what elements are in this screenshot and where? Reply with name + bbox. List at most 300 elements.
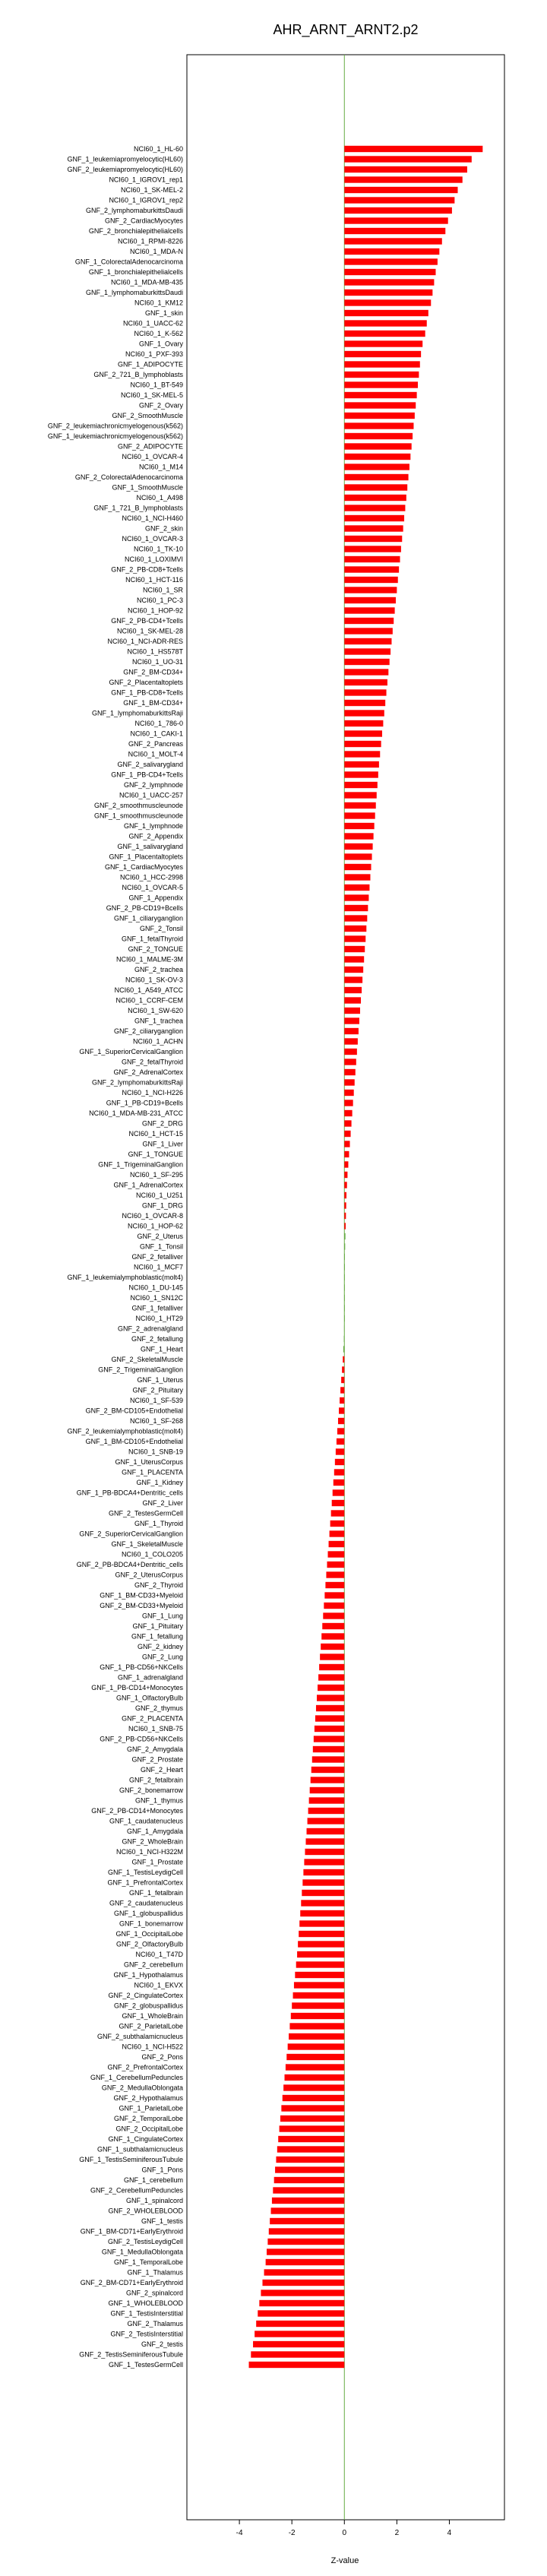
bar xyxy=(251,2351,344,2357)
category-label: GNF_2_DRG xyxy=(141,1119,183,1128)
category-label: GNF_1_Thalamus xyxy=(127,2268,183,2277)
category-label: GNF_1_OccipitalLobe xyxy=(115,1930,183,1938)
category-label: GNF_2_salivarygland xyxy=(117,761,183,768)
category-label: NCI60_1_M14 xyxy=(138,463,183,471)
category-label: GNF_2_skin xyxy=(144,524,183,533)
bar xyxy=(344,1182,346,1188)
bar xyxy=(334,1479,345,1486)
category-label: GNF_2_lymphomaburkittsDaudi xyxy=(85,207,183,214)
bar xyxy=(344,823,374,829)
bar xyxy=(344,1069,356,1075)
bar xyxy=(344,1110,352,1116)
category-label: GNF_2_CardiacMyocytes xyxy=(104,217,183,225)
category-label: GNF_2_ColorectalAdenocarcinoma xyxy=(74,473,183,481)
category-label: GNF_2_thymus xyxy=(134,1704,183,1712)
category-label: NCI60_1_SNB-75 xyxy=(128,1725,183,1733)
category-label: GNF_1_PrefrontalCortex xyxy=(107,1878,183,1887)
bar xyxy=(280,2125,345,2131)
bar xyxy=(278,2136,344,2142)
category-label: GNF_1_PLACENTA xyxy=(122,1468,183,1476)
bar xyxy=(344,843,372,850)
bar xyxy=(303,1869,344,1875)
x-axis xyxy=(236,2520,452,2537)
category-label: NCI60_1_SR xyxy=(142,586,183,594)
category-label: GNF_2_Hypothalamus xyxy=(113,2094,183,2102)
bar xyxy=(298,1941,344,1947)
bar xyxy=(344,413,415,419)
category-label: GNF_2_Uterus xyxy=(137,1233,183,1240)
category-label: GNF_2_smoothmuscleunode xyxy=(93,802,183,809)
bar xyxy=(344,1295,345,1301)
bar xyxy=(321,1633,344,1639)
category-label: NCI60_1_TK-10 xyxy=(133,545,183,553)
category-label: GNF_1_SmoothMuscle xyxy=(112,483,183,492)
category-label: GNF_1_bonemarrow xyxy=(119,1919,183,1928)
bar xyxy=(344,1192,346,1198)
bar xyxy=(344,505,405,511)
bar xyxy=(272,2198,344,2204)
bar xyxy=(339,1407,344,1413)
category-label: NCI60_1_EKVX xyxy=(134,1981,183,1989)
category-label: GNF_2_TrigeminalGanglion xyxy=(98,1366,183,1374)
bar xyxy=(344,454,410,460)
category-label: GNF_1_SuperiorCervicalGanglion xyxy=(79,1048,183,1055)
bar xyxy=(288,2043,345,2049)
category-label: GNF_1_BM-CD33+Myeloid xyxy=(100,1591,183,1600)
bar xyxy=(344,217,447,223)
category-label: GNF_1_PB-CD19+Bcells xyxy=(106,1099,183,1107)
category-label: GNF_1_AdrenalCortex xyxy=(113,1181,183,1189)
category-label: GNF_1_Ovary xyxy=(138,340,183,348)
bar xyxy=(344,1151,349,1157)
bar xyxy=(344,987,362,993)
category-label: NCI60_1_HT29 xyxy=(135,1315,183,1322)
bar xyxy=(261,2290,344,2296)
bar xyxy=(291,2013,344,2019)
bar xyxy=(344,464,409,470)
bar xyxy=(301,1900,344,1906)
category-label: GNF_1_fetalbrain xyxy=(128,1889,183,1897)
bar xyxy=(344,1325,345,1331)
bar xyxy=(309,1797,345,1803)
bar xyxy=(344,525,403,531)
bar xyxy=(344,556,400,562)
category-label: NCI60_1_SN12C xyxy=(130,1294,183,1302)
bar xyxy=(333,1489,345,1495)
bar xyxy=(344,577,397,583)
bar xyxy=(344,1141,349,1147)
bar xyxy=(344,976,362,983)
category-label: NCI60_1_SK-MEL-5 xyxy=(120,391,183,399)
category-label: GNF_1_lymphomaburkittsDaudi xyxy=(85,289,183,296)
category-label: GNF_2_PB-BDCA4+Dentritic_cells xyxy=(76,1561,183,1568)
bar xyxy=(344,422,413,429)
category-label: GNF_2_MedullaOblongata xyxy=(101,2084,183,2092)
category-label: GNF_1_testis xyxy=(141,2217,183,2225)
category-label: GNF_2_lymphomaburkittsRaji xyxy=(91,1078,183,1087)
category-label: GNF_1_Amygdala xyxy=(126,1828,183,1835)
category-label: GNF_2_CingulateCortex xyxy=(108,1992,183,1999)
bar xyxy=(267,2248,344,2255)
bar xyxy=(319,1664,344,1670)
category-label: GNF_1_CardiacMyocytes xyxy=(104,863,183,871)
category-label: GNF_1_lymphomaburkittsRaji xyxy=(91,709,183,717)
category-label: GNF_2_BM-CD34+ xyxy=(123,668,183,676)
category-label: NCI60_1_SW-620 xyxy=(128,1007,183,1014)
bar xyxy=(249,2362,345,2368)
category-label: GNF_2_BM-CD105+Endothelial xyxy=(85,1407,183,1415)
category-label: NCI60_1_COLO205 xyxy=(121,1550,183,1559)
bar xyxy=(344,176,462,182)
category-label: GNF_2_caudatenucleus xyxy=(109,1899,183,1907)
category-label: GNF_1_BM-CD34+ xyxy=(123,699,183,707)
bar xyxy=(344,279,434,285)
category-label: NCI60_1_NCI-H460 xyxy=(122,514,183,522)
category-label: GNF_1_721_B_lymphoblasts xyxy=(93,504,183,512)
category-label: GNF_1_SkeletalMuscle xyxy=(111,1540,183,1548)
bar xyxy=(318,1674,344,1680)
bar xyxy=(340,1397,344,1404)
category-label: NCI60_1_SF-295 xyxy=(129,1171,183,1179)
category-label: GNF_2_PB-CD8+Tcells xyxy=(111,565,183,574)
category-label: NCI60_1_ACHN xyxy=(132,1037,183,1046)
category-label: NCI60_1_HOP-92 xyxy=(127,606,183,615)
bar xyxy=(324,1603,344,1609)
category-label: GNF_1_DRG xyxy=(141,1201,183,1210)
category-label: GNF_1_fetalThyroid xyxy=(121,935,183,943)
category-label: GNF_2_TemporalLobe xyxy=(113,2115,183,2122)
bar xyxy=(344,484,407,490)
category-label: GNF_1_Thyroid xyxy=(134,1520,183,1527)
bar xyxy=(331,1510,345,1516)
bar xyxy=(283,2095,345,2101)
bar xyxy=(344,1233,345,1239)
category-label: NCI60_1_SF-539 xyxy=(129,1397,183,1404)
bar xyxy=(320,1654,344,1660)
category-label: GNF_2_UterusCorpus xyxy=(115,1571,183,1579)
category-label: NCI60_1_DU-145 xyxy=(128,1283,183,1292)
category-label: GNF_2_Ovary xyxy=(138,401,183,410)
category-label: NCI60_1_T47D xyxy=(135,1951,183,1958)
bar xyxy=(289,2033,344,2040)
category-label: NCI60_1_NCI-H226 xyxy=(122,1089,183,1097)
bar xyxy=(344,238,442,244)
x-tick-label: 0 xyxy=(342,2529,347,2537)
bar xyxy=(324,1592,344,1598)
category-label: GNF_2_fetalliver xyxy=(131,1253,183,1261)
bar xyxy=(344,1264,345,1270)
bar xyxy=(344,669,388,675)
category-label: GNF_2_PLACENTA xyxy=(122,1714,183,1723)
bar xyxy=(344,1049,357,1055)
category-label: GNF_1_ColorectalAdenocarcinoma xyxy=(74,258,183,266)
category-label: GNF_1_Prostate xyxy=(131,1858,183,1866)
category-label: NCI60_1_HCC-2998 xyxy=(119,873,183,881)
category-label: GNF_2_Thalamus xyxy=(127,2320,183,2328)
bar xyxy=(344,248,439,255)
bar xyxy=(344,761,379,767)
category-label: GNF_1_TemporalLobe xyxy=(113,2258,183,2266)
bar xyxy=(297,1951,344,1957)
bar xyxy=(299,1931,344,1937)
category-label: GNF_1_fetallung xyxy=(131,1632,183,1641)
bar xyxy=(344,874,370,880)
bar xyxy=(280,2116,344,2122)
category-label: NCI60_1_UACC-62 xyxy=(122,319,183,328)
category-label: GNF_2_BM-CD33+Myeloid xyxy=(100,1602,183,1609)
bar xyxy=(344,515,404,521)
bar xyxy=(343,1346,344,1352)
bar xyxy=(308,1808,345,1814)
bar xyxy=(344,1284,345,1290)
category-label: NCI60_1_U251 xyxy=(135,1191,183,1199)
bar xyxy=(344,905,368,911)
bar xyxy=(285,2074,345,2081)
category-label: NCI60_1_MDA-MB-435 xyxy=(110,278,183,286)
category-label: GNF_2_Heart xyxy=(140,1766,183,1774)
category-label: NCI60_1_786-0 xyxy=(134,720,183,727)
bar xyxy=(267,2239,344,2245)
category-label: NCI60_1_NCI-H322M xyxy=(115,1848,183,1856)
category-label: GNF_1_leukemialymphoblastic(molt4) xyxy=(67,1274,183,1281)
bar xyxy=(344,885,369,891)
bar xyxy=(344,956,364,962)
bar xyxy=(344,597,396,603)
category-label: NCI60_1_A549_ATCC xyxy=(114,986,183,994)
bar xyxy=(344,1202,346,1208)
bar xyxy=(329,1541,345,1547)
category-label: GNF_1_UterusCorpus xyxy=(115,1458,183,1466)
bar xyxy=(311,1767,345,1773)
bar xyxy=(344,628,393,634)
category-label: NCI60_1_NCI-H522 xyxy=(122,2043,183,2051)
category-label: GNF_2_PB-CD4+Tcells xyxy=(111,617,183,625)
category-label: NCI60_1_IGROV1_rep2 xyxy=(109,196,183,204)
bar xyxy=(344,361,419,367)
bar xyxy=(330,1530,345,1536)
category-label: GNF_2_PB-CD14+Monocytes xyxy=(91,1807,183,1815)
bar xyxy=(323,1612,344,1619)
bar xyxy=(344,402,416,408)
bar xyxy=(259,2300,344,2306)
category-label: GNF_1_PB-CD56+NKCells xyxy=(100,1663,183,1671)
bar xyxy=(344,566,399,572)
bar xyxy=(344,926,366,932)
category-label: GNF_1_Placentaltoplets xyxy=(109,853,183,861)
category-label: GNF_1_WHOLEBLOOD xyxy=(108,2299,183,2307)
category-label: NCI60_1_UACC-257 xyxy=(119,791,183,799)
category-label: NCI60_1_MALME-3M xyxy=(115,955,183,964)
bar xyxy=(344,392,416,398)
bar xyxy=(344,156,472,162)
bar xyxy=(344,741,381,747)
bar xyxy=(344,771,378,777)
category-label: NCI60_1_RPMI-8226 xyxy=(117,237,183,245)
category-label: GNF_2_fetalThyroid xyxy=(121,1058,183,1066)
category-label: NCI60_1_MCF7 xyxy=(133,1263,183,1271)
category-label: GNF_1_BM-CD105+Endothelial xyxy=(85,1438,183,1445)
category-label: GNF_2_ParietalLobe xyxy=(119,2022,183,2030)
category-label: NCI60_1_PXF-393 xyxy=(125,350,183,358)
category-label: GNF_1_TrigeminalGanglion xyxy=(98,1160,183,1169)
bar xyxy=(344,864,371,870)
bar xyxy=(341,1377,344,1383)
bar xyxy=(273,2187,344,2193)
category-label: GNF_1_Hypothalamus xyxy=(113,1971,183,1979)
category-label: NCI60_1_OVCAR-5 xyxy=(122,884,183,891)
category-label: GNF_2_leukemiapromyelocytic(HL60) xyxy=(67,166,183,173)
category-label: NCI60_1_NCI-ADR-RES xyxy=(107,638,183,645)
category-label: GNF_1_CerebellumPeduncles xyxy=(90,2074,183,2081)
category-label: GNF_2_PB-CD19+Bcells xyxy=(106,904,183,912)
bar xyxy=(264,2269,345,2275)
category-label: GNF_2_bonemarrow xyxy=(119,1786,183,1794)
bar xyxy=(253,2341,344,2347)
bar xyxy=(344,751,380,757)
bar xyxy=(328,1551,345,1557)
bar xyxy=(304,1859,344,1865)
bar xyxy=(342,1366,344,1372)
category-label: GNF_2_BM-CD71+EarlyErythroid xyxy=(80,2279,183,2286)
category-label: GNF_2_TONGUE xyxy=(128,945,183,953)
bar xyxy=(344,207,452,214)
bar xyxy=(302,1879,344,1885)
x-tick-label: 4 xyxy=(447,2529,452,2537)
chart-title: AHR_ARNT_ARNT2.p2 xyxy=(273,22,419,37)
bar xyxy=(340,1387,344,1393)
category-label: GNF_2_SkeletalMuscle xyxy=(111,1356,183,1363)
category-label: NCI60_1_CCRF-CEM xyxy=(115,996,183,1005)
category-label: GNF_1_spinalcord xyxy=(125,2197,183,2204)
category-label: GNF_2_Pancreas xyxy=(128,740,183,748)
bar xyxy=(344,915,367,921)
bar xyxy=(330,1521,345,1527)
bar xyxy=(344,1213,346,1219)
bar xyxy=(344,648,390,654)
bar xyxy=(286,2064,344,2070)
bar xyxy=(289,2023,344,2029)
category-label: GNF_2_SuperiorCervicalGanglion xyxy=(79,1530,183,1538)
bar xyxy=(277,2146,344,2152)
bar xyxy=(344,1254,345,1260)
category-label: GNF_2_WholeBrain xyxy=(122,1837,183,1846)
bar xyxy=(308,1818,345,1824)
category-label: GNF_2_Prostate xyxy=(131,1755,183,1764)
category-label: GNF_2_TestesGermCell xyxy=(108,1509,183,1517)
bar xyxy=(314,1736,344,1742)
bar xyxy=(344,187,457,193)
category-label: GNF_1_adrenalgland xyxy=(117,1673,183,1682)
category-label: NCI60_1_HL-60 xyxy=(133,145,183,153)
bar xyxy=(344,1100,353,1106)
bar xyxy=(344,381,418,388)
bar xyxy=(258,2310,344,2316)
bar xyxy=(322,1623,344,1629)
bar xyxy=(344,351,421,357)
category-label: NCI60_1_HOP-62 xyxy=(127,1222,183,1230)
bar xyxy=(302,1890,344,1896)
category-label: GNF_1_cerebellum xyxy=(123,2176,183,2184)
category-label: NCI60_1_SNB-19 xyxy=(128,1448,183,1456)
category-label: GNF_2_Tonsil xyxy=(139,925,183,932)
bar xyxy=(344,269,435,275)
category-label: GNF_1_PB-BDCA4+Dentritic_cells xyxy=(76,1489,183,1497)
category-label: NCI60_1_KM12 xyxy=(134,299,183,307)
bar xyxy=(316,1705,344,1711)
bar xyxy=(344,894,368,900)
bar xyxy=(275,2166,344,2173)
bar xyxy=(344,946,365,952)
bar xyxy=(344,546,401,552)
category-label: GNF_2_adrenalgland xyxy=(117,1324,183,1333)
bar xyxy=(344,1274,345,1280)
category-label: GNF_2_TestisLeydigCell xyxy=(107,2238,183,2245)
bar xyxy=(344,1131,350,1137)
bar xyxy=(327,1562,344,1568)
category-label: NCI60_1_OVCAR-3 xyxy=(122,535,183,543)
category-label: NCI60_1_HS578T xyxy=(127,647,183,656)
category-label: GNF_1_Kidney xyxy=(136,1479,183,1486)
bar xyxy=(255,2331,344,2337)
bar xyxy=(283,2084,344,2090)
category-label: NCI60_1_HCT-116 xyxy=(125,576,183,584)
bar xyxy=(344,792,376,798)
bar xyxy=(344,1336,345,1342)
bar xyxy=(344,372,419,378)
bar xyxy=(336,1448,344,1454)
category-label: NCI60_1_IGROV1_rep1 xyxy=(109,176,183,184)
category-label: GNF_2_subthalamicnucleus xyxy=(96,2033,183,2040)
category-label: GNF_1_caudatenucleus xyxy=(109,1817,183,1825)
bar xyxy=(269,2228,344,2234)
bar xyxy=(344,607,394,613)
category-label: GNF_2_bronchialepithelialcells xyxy=(88,227,183,235)
category-label: GNF_1_ADIPOCYTE xyxy=(117,360,183,369)
category-label: GNF_2_ADIPOCYTE xyxy=(117,442,183,451)
bar xyxy=(344,782,378,788)
x-tick-label: -2 xyxy=(288,2529,296,2537)
bar xyxy=(305,1849,344,1855)
bar xyxy=(262,2280,344,2286)
category-label: NCI60_1_PC-3 xyxy=(136,597,183,604)
category-label: NCI60_1_SK-OV-3 xyxy=(125,976,183,984)
bar xyxy=(294,1982,344,1988)
category-label: GNF_2_Pituitary xyxy=(132,1386,183,1394)
category-label: GNF_1_Heart xyxy=(140,1345,183,1353)
bar xyxy=(344,1028,359,1034)
bar xyxy=(281,2105,344,2111)
category-label: GNF_2_WHOLEBLOOD xyxy=(108,2207,183,2215)
bar xyxy=(270,2218,344,2224)
bar xyxy=(286,2054,344,2060)
bar xyxy=(315,1715,344,1721)
category-label: GNF_1_smoothmuscleunode xyxy=(93,812,183,820)
category-label: NCI60_1_HCT-15 xyxy=(128,1130,183,1138)
x-tick-label: 2 xyxy=(394,2529,400,2537)
category-label: NCI60_1_A498 xyxy=(136,494,183,502)
category-label: GNF_2_721_B_lymphoblasts xyxy=(93,371,183,378)
bar xyxy=(344,228,445,234)
bar xyxy=(296,1961,345,1967)
bar xyxy=(344,443,411,449)
bar xyxy=(334,1469,344,1475)
bar xyxy=(344,853,372,859)
bar xyxy=(325,1582,344,1588)
category-label: GNF_1_Liver xyxy=(142,1140,183,1148)
bar xyxy=(344,935,365,941)
category-label: GNF_2_Liver xyxy=(142,1499,183,1507)
bar xyxy=(344,1223,346,1229)
